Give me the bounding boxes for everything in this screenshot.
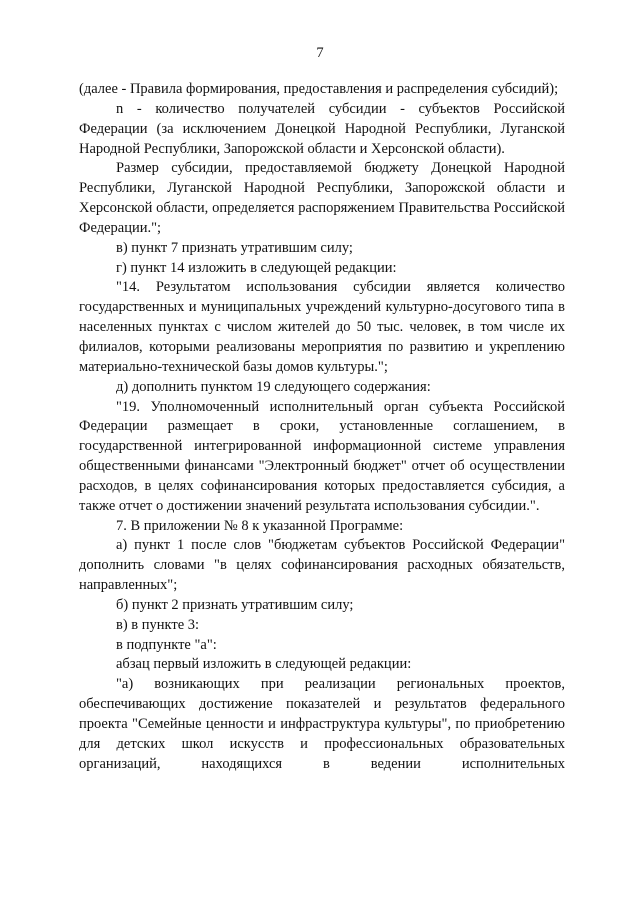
paragraph: а) пункт 1 после слов "бюджетам субъектов Российской Федерации" дополнить словами "в целях софинансирования расходных обязательств, направленных"; bbox=[79, 537, 565, 594]
paragraph: "19. Уполномоченный исполнительный орган субъекта Российской Федерации размещает в сроки, установленные соглашением, в государственной интегрированной информационной системе управления общественными финансами "Электронный бюджет" отчет об осуществлении расходов, в целях софинансирования которых предоставляется субсидия, а также отчет о достижении значений результата использования субсидии.". bbox=[79, 398, 565, 514]
paragraph: Размер субсидии, предоставляемой бюджету Донецкой Народной Республики, Луганской Народной Республики, Запорожской области и Херсонской области, определяется распоряжением Правительства Российской Федерации."; bbox=[79, 160, 565, 236]
page-number: 7 bbox=[316, 45, 324, 61]
paragraph: г) пункт 14 изложить в следующей редакции: bbox=[116, 259, 397, 276]
paragraph: 7. В приложении № 8 к указанной Программе: bbox=[116, 517, 404, 534]
paragraph: абзац первый изложить в следующей редакции: bbox=[116, 656, 412, 673]
paragraph-continued: "а) возникающих при реализации региональных проектов, обеспечивающих достижение показателей и результатов федерального проекта "Семейные ценности и инфраструктура культуры", по приобретению для детских школ искусств и профессиональных образовательных организаций, находящихся в ведении исполнительных bbox=[79, 676, 565, 772]
paragraph: в подпункте "а": bbox=[116, 636, 217, 653]
paragraph: в) в пункте 3: bbox=[116, 616, 200, 633]
paragraph: д) дополнить пунктом 19 следующего содержания: bbox=[116, 378, 431, 395]
paragraph: "14. Результатом использования субсидии является количество государственных и муниципальных учреждений культурно-досугового типа в населенных пунктах с числом жителей до 50 тыс. человек, в том числе их филиалов, которыми реализованы мероприятия по развитию и укреплению материально-технической базы домов культуры."; bbox=[79, 279, 565, 375]
paragraph: б) пункт 2 признать утратившим силу; bbox=[116, 596, 354, 613]
paragraph: в) пункт 7 признать утратившим силу; bbox=[116, 239, 353, 256]
paragraph: (далее - Правила формирования, предоставления и распределения субсидий); bbox=[79, 81, 559, 97]
paragraph: n - количество получателей субсидии - субъектов Российской Федерации (за исключением Донецкой Народной Республики, Луганской Народной Республики, Запорожской области и Херсонской области). bbox=[79, 100, 565, 157]
document-body bbox=[79, 80, 565, 775]
